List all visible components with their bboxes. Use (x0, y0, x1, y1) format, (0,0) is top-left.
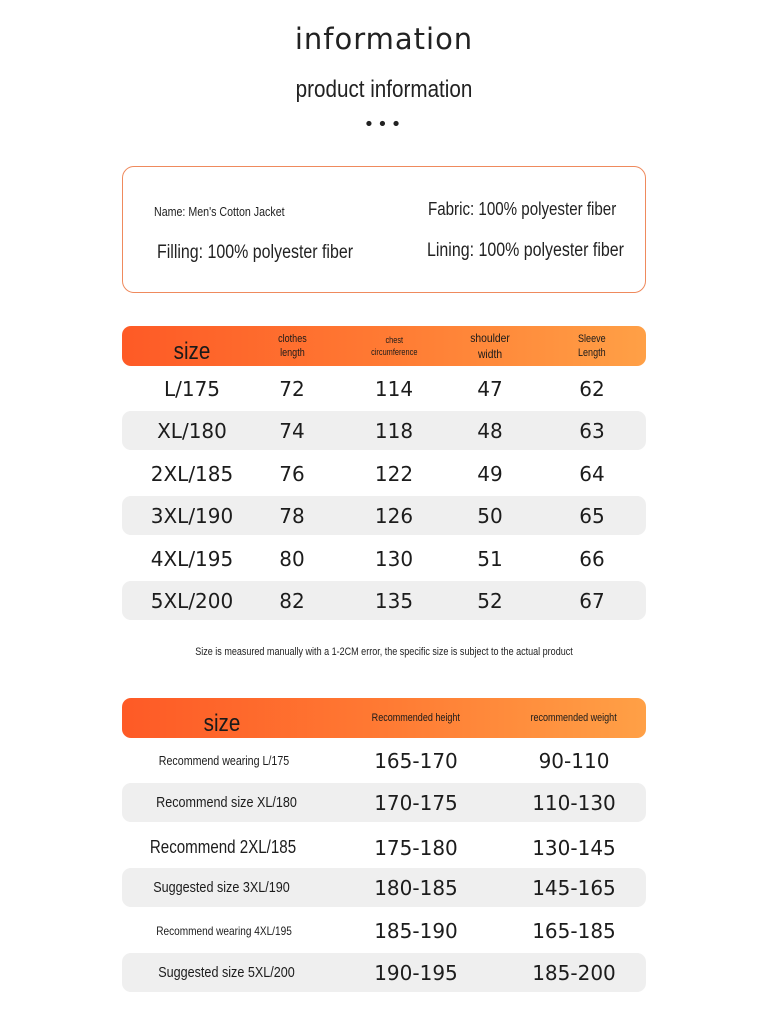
cell-weight: 165-185 (532, 918, 616, 943)
table-row (122, 868, 646, 907)
cell-chest: 118 (374, 418, 414, 443)
cell-length: 82 (279, 588, 305, 613)
cell-size: 3XL/190 (150, 503, 234, 528)
page-title: information (294, 22, 474, 56)
cell-recommend-label: Suggested size 3XL/190 (153, 879, 290, 896)
info-fabric: Fabric: 100% polyester fiber (428, 199, 617, 219)
header-recommended-weight: recommended weight (530, 712, 618, 724)
table-row (122, 953, 646, 992)
table-row (122, 411, 646, 450)
cell-weight: 130-145 (532, 835, 616, 860)
header-sleeve-length: Sleeve Length (578, 333, 606, 359)
header-recommended-height: Recommended height (371, 712, 461, 724)
table-row (122, 454, 646, 493)
cell-size: 2XL/185 (150, 461, 234, 486)
table-row (122, 581, 646, 620)
cell-weight: 90-110 (538, 748, 610, 773)
cell-recommend-label: Recommend size XL/180 (156, 794, 297, 811)
cell-sleeve: 67 (579, 588, 605, 613)
cell-height: 180-185 (374, 875, 458, 900)
cell-chest: 114 (374, 376, 414, 401)
cell-size: L/175 (163, 376, 221, 401)
table-row (122, 783, 646, 822)
info-name: Name: Men's Cotton Jacket (154, 204, 285, 219)
cell-weight: 110-130 (532, 790, 616, 815)
cell-sleeve: 66 (579, 546, 605, 571)
header-clothes-length: clothes length (277, 333, 307, 359)
info-filling: Filling: 100% polyester fiber (157, 242, 354, 263)
cell-recommend-label: Suggested size 5XL/200 (158, 964, 295, 981)
measurement-note: Size is measured manually with a 1-2CM error, the specific size is subject to the actual product (195, 646, 573, 658)
cell-height: 165-170 (374, 748, 458, 773)
cell-size: 5XL/200 (150, 588, 234, 613)
cell-sleeve: 64 (579, 461, 605, 486)
table-row (122, 369, 646, 408)
cell-length: 80 (279, 546, 305, 571)
cell-chest: 122 (374, 461, 414, 486)
header-shoulder-width: shoulder width (470, 331, 510, 361)
cell-sleeve: 63 (579, 418, 605, 443)
ellipsis-icon: ••• (363, 114, 405, 135)
product-info-box (122, 166, 646, 293)
cell-weight: 145-165 (532, 875, 616, 900)
header-size: size (203, 710, 241, 737)
cell-recommend-label: Recommend wearing 4XL/195 (156, 923, 292, 938)
cell-height: 185-190 (374, 918, 458, 943)
cell-sleeve: 62 (579, 376, 605, 401)
cell-chest: 130 (374, 546, 414, 571)
cell-recommend-label: Recommend wearing L/175 (158, 753, 290, 768)
cell-shoulder: 47 (477, 376, 503, 401)
cell-chest: 135 (374, 588, 414, 613)
cell-height: 175-180 (374, 835, 458, 860)
size-table-header (122, 326, 646, 366)
cell-chest: 126 (374, 503, 414, 528)
header-size: size (173, 338, 211, 365)
page-subtitle: product information (295, 76, 473, 103)
cell-size: 4XL/195 (150, 546, 234, 571)
cell-shoulder: 49 (477, 461, 503, 486)
recommend-table-header (122, 698, 646, 738)
table-row (122, 496, 646, 535)
cell-length: 72 (279, 376, 305, 401)
cell-weight: 185-200 (532, 960, 616, 985)
cell-height: 190-195 (374, 960, 458, 985)
info-lining: Lining: 100% polyester fiber (427, 240, 624, 261)
cell-shoulder: 48 (477, 418, 503, 443)
table-row (122, 911, 646, 950)
table-row (122, 828, 646, 867)
cell-shoulder: 50 (477, 503, 503, 528)
cell-shoulder: 52 (477, 588, 503, 613)
cell-length: 74 (279, 418, 305, 443)
table-row (122, 741, 646, 780)
table-row (122, 539, 646, 578)
cell-length: 76 (279, 461, 305, 486)
cell-height: 170-175 (374, 790, 458, 815)
cell-length: 78 (279, 503, 305, 528)
cell-recommend-label: Recommend 2XL/185 (149, 837, 297, 857)
cell-sleeve: 65 (579, 503, 605, 528)
cell-size: XL/180 (157, 418, 227, 443)
header-chest-circumference: chest circumference (370, 335, 418, 357)
cell-shoulder: 51 (477, 546, 503, 571)
